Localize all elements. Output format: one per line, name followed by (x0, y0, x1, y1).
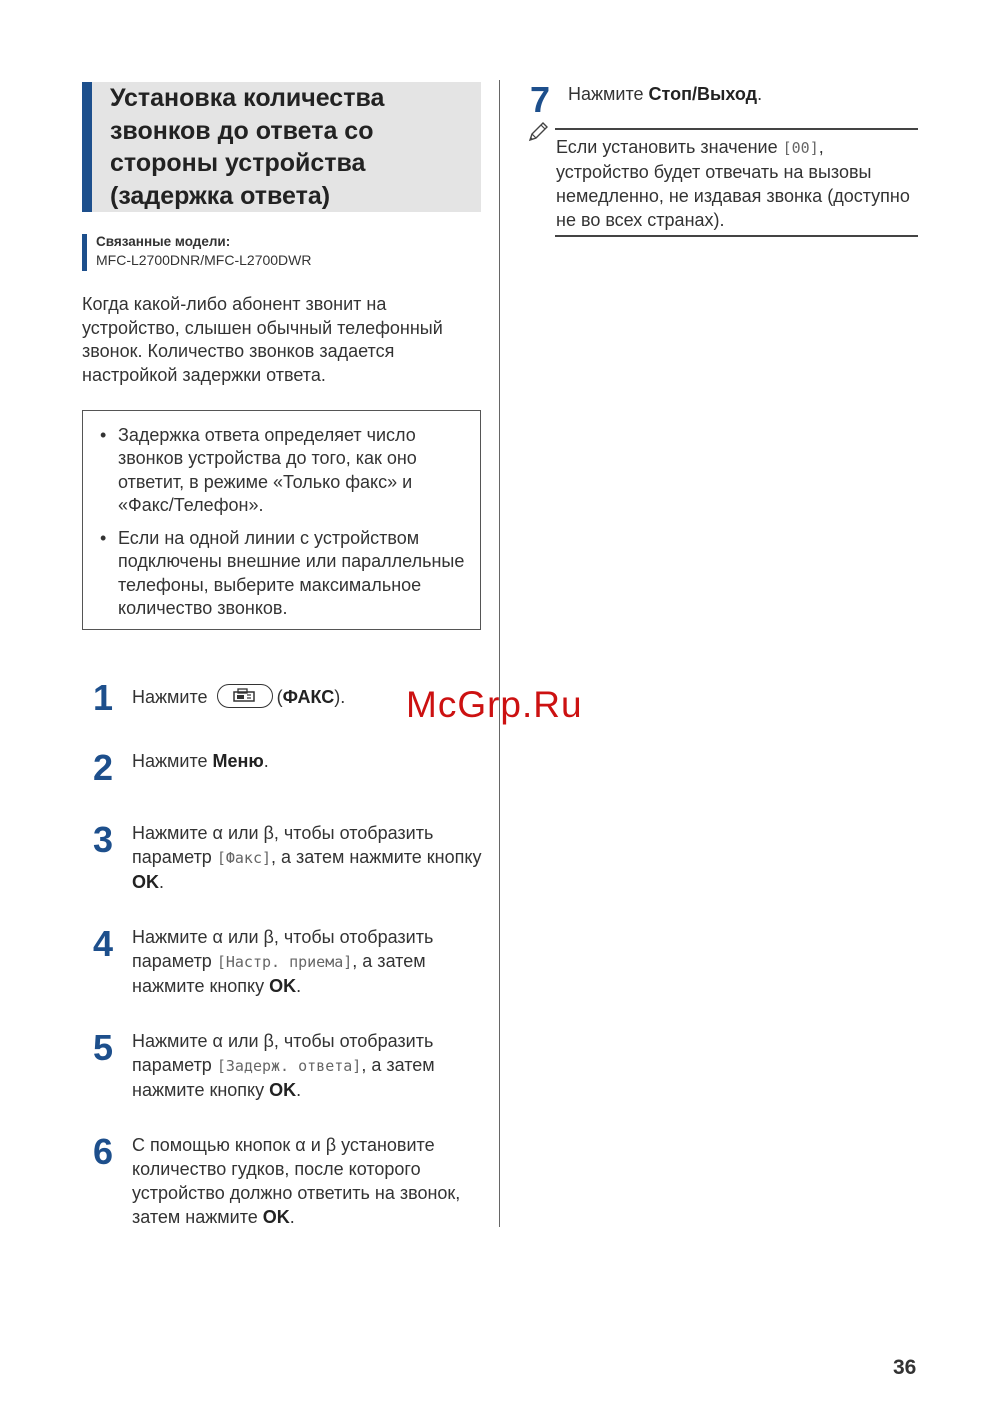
step-number-2: 2 (93, 747, 114, 788)
step-6-key: OK (262, 1207, 290, 1227)
step-7-pre: Нажмите (568, 84, 649, 104)
step-2-key: Меню (212, 751, 264, 771)
bullet-glyph: • (100, 528, 107, 549)
note-item (100, 527, 470, 620)
step-number-7: 7 (530, 79, 551, 120)
intro-paragraph: Когда какой-либо абонент звонит на устройство, слышен обычный телефонный звонок. Количество звонков задается настройкой задержки ответа. (82, 294, 443, 385)
step-5-mid: , а затем нажмите кнопку (132, 1055, 435, 1100)
step-3-post: . (159, 872, 165, 892)
step-2-post: . (263, 751, 269, 771)
step-3-pre: Нажмите α или β, чтобы отобразить параметр (132, 823, 434, 867)
note-list (100, 424, 470, 630)
step-text-6 (132, 1133, 482, 1229)
pencil-icon (526, 120, 550, 149)
related-models-value: MFC-L2700DNR/MFC-L2700DWR (96, 252, 312, 268)
step-1-open: ( (276, 687, 283, 707)
fax-button-icon (217, 684, 273, 708)
step-number-4: 4 (93, 923, 114, 964)
step-7-key: Стоп/Выход (648, 84, 758, 104)
step-2-pre: Нажмите (132, 751, 213, 771)
step-1-pre: Нажмите (132, 687, 208, 707)
right-note-text (556, 135, 916, 232)
watermark: McGrp.Ru (406, 684, 583, 725)
note-top-rule (555, 128, 918, 130)
note-item (100, 424, 470, 517)
page-number: 36 (893, 1356, 917, 1379)
step-3-mid: , а затем нажмите кнопку (271, 847, 482, 867)
step-4-pre: Нажмите α или β, чтобы отобразить параметр (132, 927, 434, 971)
step-text-2 (132, 749, 482, 773)
step-text-7 (568, 82, 918, 106)
step-5-pre: Нажмите α или β, чтобы отобразить параметр (132, 1031, 434, 1075)
step-4-post: . (296, 976, 302, 996)
right-note-pre: Если установить значение (556, 137, 783, 157)
step-5-post: . (296, 1080, 302, 1100)
step-3-param: [Факс] (216, 849, 272, 867)
step-6-pre: С помощью кнопок α и β установите количество гудков, после которого устройство должно ответить на звонок, затем нажмите (132, 1135, 461, 1227)
step-5-param: [Задерж. ответа] (216, 1057, 362, 1075)
note-text: Если на одной линии с устройством подключены внешние или параллельные телефоны, выберите максимальное количество звонков. (118, 528, 465, 619)
step-1-key: ФАКС (282, 687, 335, 707)
step-text-5 (132, 1029, 482, 1102)
step-number-6: 6 (93, 1131, 114, 1172)
step-text-3 (132, 821, 482, 894)
step-1-close: ). (334, 687, 346, 707)
right-note-post: , устройство будет отвечать на вызовы немедленно, не издавая звонка (доступно не во всех странах). (556, 137, 910, 230)
step-4-param: [Настр. приема] (216, 953, 353, 971)
step-4-key: OK (269, 976, 297, 996)
step-number-5: 5 (93, 1027, 114, 1068)
bullet-glyph: • (100, 425, 107, 445)
note-bottom-rule (555, 235, 918, 237)
step-3-key: OK (132, 872, 159, 892)
title-accent-bar (82, 82, 92, 212)
step-text-4 (132, 925, 484, 998)
step-5-key: OK (269, 1080, 297, 1100)
related-models-label: Связанные модели: (96, 234, 231, 249)
step-number-3: 3 (93, 819, 114, 860)
page-title: Установка количества звонков до ответа со стороны устройства (задержка ответа) (110, 84, 385, 210)
step-6-post: . (289, 1207, 295, 1227)
column-divider (499, 80, 500, 1227)
step-4-mid: , а затем нажмите кнопку (132, 951, 426, 996)
models-accent-bar (82, 234, 87, 271)
step-7-post: . (757, 84, 763, 104)
right-note-value: [00] (782, 139, 819, 157)
step-number-1: 1 (93, 677, 114, 718)
note-text: Задержка ответа определяет число звонков устройства до того, как оно ответит, в режиме «Только факс» и «Факс/Телефон». (118, 425, 417, 515)
